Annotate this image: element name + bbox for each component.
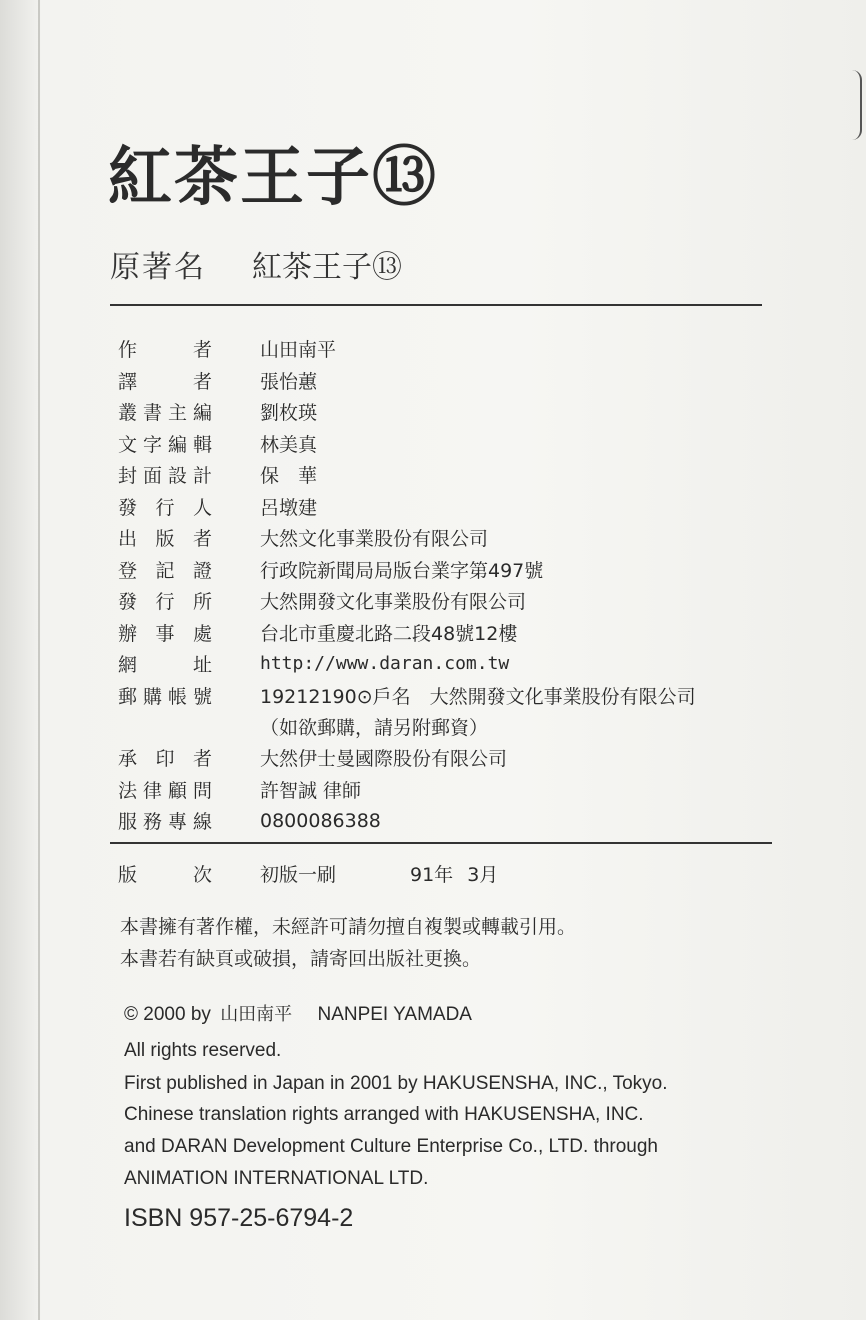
credit-label-text: 文字編輯 [118, 433, 212, 456]
credit-label-text: 服務專線 [118, 811, 212, 834]
credit-label-text: 作 者 [118, 339, 212, 362]
publication-line: Chinese translation rights arranged with HAKUSENSHA, INC. [124, 1104, 644, 1125]
divider [110, 842, 772, 844]
credit-row [118, 680, 798, 712]
credit-label [118, 776, 260, 803]
credit-label [118, 619, 260, 646]
rights-reserved: All rights reserved. [124, 1040, 282, 1061]
book-title: 紅茶王子⑬ [108, 141, 438, 215]
credit-label-text: 法律顧問 [118, 779, 212, 802]
credit-label [118, 398, 260, 425]
credit-value: 0800086388 [260, 809, 381, 832]
publication-line: First published in Japan in 2001 by HAKUSENSHA, INC., Tokyo. [124, 1073, 668, 1094]
credit-row [118, 522, 798, 554]
isbn: ISBN 957-25-6794-2 [124, 1204, 354, 1232]
credit-label-text: 封面設計 [118, 465, 212, 488]
copyright-author-cjk: 山田南平 [220, 1004, 293, 1025]
credit-value: 林美真 [260, 433, 318, 456]
original-title [110, 250, 402, 285]
edition-year: 91年 [410, 864, 454, 886]
credit-label-text: 承印者 [118, 748, 212, 771]
credit-row [118, 554, 798, 586]
credit-label [118, 461, 260, 488]
publication-line: and DARAN Development Culture Enterprise Co., LTD. through [124, 1136, 659, 1157]
page-gutter [38, 0, 40, 1320]
credit-row [118, 617, 798, 649]
credit-label-text: 出版者 [118, 528, 212, 551]
credit-value: 大然開發文化事業股份有限公司 [260, 591, 527, 614]
divider [110, 304, 762, 306]
credit-label-text: 發行人 [118, 496, 212, 519]
edition-printing: 初版一刷 [260, 864, 337, 886]
credit-value: 張怡蕙 [260, 370, 318, 393]
credit-value[interactable]: http://www.daran.com.tw [260, 653, 510, 675]
edition-month: 3月 [467, 864, 499, 886]
credit-value: 劉枚瑛 [260, 402, 318, 425]
credit-row [118, 396, 798, 428]
credit-row [118, 491, 798, 523]
credit-label [118, 650, 260, 677]
credit-label-text: 郵購帳號 [118, 685, 212, 708]
copyright-line [124, 1000, 472, 1026]
copyright-author-en: NANPEI YAMADA [317, 1004, 472, 1025]
credit-label [118, 335, 260, 362]
copyright-prefix: © 2000 by [124, 1004, 211, 1025]
credit-label-text: 登記證 [118, 559, 212, 582]
credit-row [118, 428, 798, 460]
credit-label-text: 發行所 [118, 591, 212, 614]
credit-label [118, 807, 260, 834]
credit-label-text: 網 址 [118, 654, 212, 677]
edition-label: 版 次 [118, 864, 212, 886]
credit-row [118, 459, 798, 491]
replacement-notice: 本書若有缺頁或破損，請寄回出版社更換。 [120, 948, 482, 970]
credit-label-text: 辦事處 [118, 622, 212, 645]
edition-row [118, 860, 498, 887]
credit-row [118, 711, 798, 742]
credit-value: 許智誠 律師 [260, 779, 362, 802]
credit-row [118, 585, 798, 617]
credit-value: 大然伊士曼國際股份有限公司 [260, 748, 508, 771]
credit-label-text: 叢書主編 [118, 402, 212, 425]
publication-line: ANIMATION INTERNATIONAL LTD. [124, 1168, 429, 1189]
credits-list [118, 333, 798, 837]
credit-label [118, 744, 260, 771]
credit-value: 行政院新聞局局版台業字第497號 [260, 559, 544, 582]
credit-value: （如欲郵購，請另附郵資） [260, 717, 489, 739]
original-title-value: 紅茶王子⑬ [252, 250, 402, 285]
credit-label [118, 524, 260, 551]
credit-label [118, 367, 260, 394]
credit-label [118, 587, 260, 614]
credit-label [118, 556, 260, 583]
credit-value: 19212190⊙戶名 大然開發文化事業股份有限公司 [260, 685, 696, 708]
credit-row [118, 805, 798, 837]
credit-label [118, 682, 260, 709]
credit-label [118, 493, 260, 520]
credit-row [118, 333, 798, 365]
credit-row [118, 742, 798, 774]
credit-value: 台北市重慶北路二段48號12樓 [260, 622, 518, 645]
copyright-notice: 本書擁有著作權，未經許可請勿擅自複製或轉載引用。 [120, 916, 577, 938]
credit-label [118, 430, 260, 457]
credit-row [118, 365, 798, 397]
credit-value: 山田南平 [260, 339, 337, 362]
credit-value: 呂墩建 [260, 496, 318, 519]
credit-value: 保 華 [260, 465, 318, 488]
credit-label-text: 譯 者 [118, 370, 212, 393]
credit-value: 大然文化事業股份有限公司 [260, 528, 489, 551]
original-title-label: 原著名 [110, 250, 206, 285]
credit-row [118, 648, 798, 680]
page-edge-curl [852, 70, 862, 140]
credit-row [118, 774, 798, 806]
